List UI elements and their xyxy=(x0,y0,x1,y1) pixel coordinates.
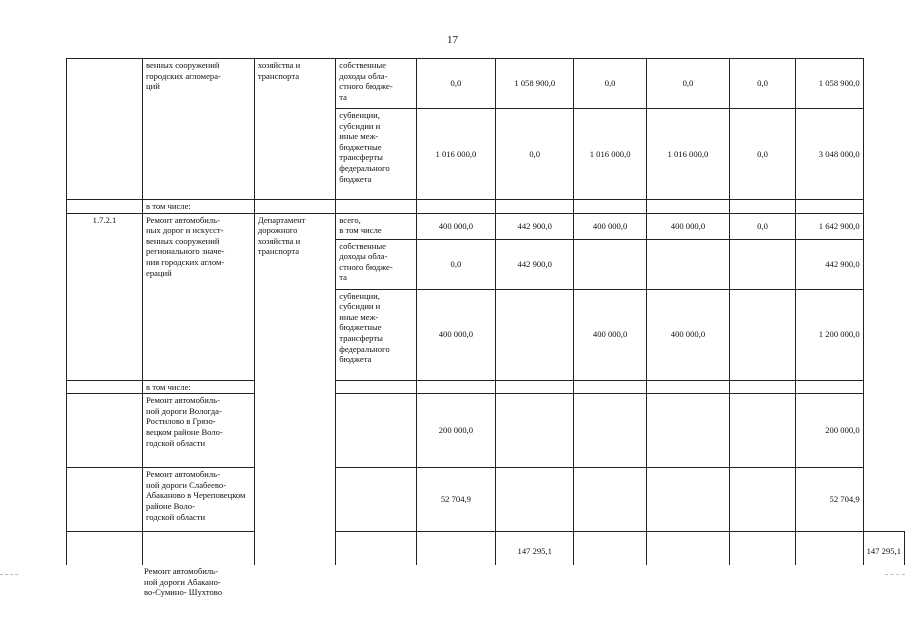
value-cell: 147 295,1 xyxy=(863,532,904,572)
row-name: венных сооружений городских агломера- ций xyxy=(143,59,255,200)
value-cell: 1 016 000,0 xyxy=(646,109,729,200)
value-cell: 1 058 900,0 xyxy=(796,59,864,109)
table-row xyxy=(67,59,905,109)
table-row xyxy=(67,213,905,239)
table-row xyxy=(67,200,905,214)
table-row xyxy=(67,468,905,532)
value-cell xyxy=(646,468,729,532)
value-cell: 52 704,9 xyxy=(796,468,864,532)
row-name: Ремонт автомобиль- ной дороги Слабеево- Абаканово в Череповецком районе Воло- годской области xyxy=(143,468,255,532)
value-cell xyxy=(730,289,796,380)
value-cell: 200 000,0 xyxy=(416,394,495,468)
value-cell xyxy=(730,239,796,289)
budget-table xyxy=(66,58,905,572)
value-cell xyxy=(646,394,729,468)
table-row xyxy=(67,380,905,394)
row-id: 1.7.2.1 xyxy=(67,213,143,380)
value-cell: 0,0 xyxy=(730,109,796,200)
page-edge-mark xyxy=(885,574,905,575)
value-cell: 1 016 000,0 xyxy=(574,109,646,200)
funding-source: собственные доходы обла- стного бюдже- та xyxy=(336,239,416,289)
value-cell: 3 048 000,0 xyxy=(796,109,864,200)
value-cell xyxy=(730,468,796,532)
value-cell: 0,0 xyxy=(574,59,646,109)
value-cell: 1 058 900,0 xyxy=(496,59,574,109)
page-edge-mark xyxy=(0,574,18,575)
value-cell xyxy=(730,394,796,468)
funding-source: субвенции, субсидии и иные меж- бюджетные трансферты федерального бюджета xyxy=(336,109,416,200)
value-cell xyxy=(496,289,574,380)
row-executor: Департамент дорожного хозяйства и транспорта xyxy=(254,213,335,572)
value-cell: 400 000,0 xyxy=(416,213,495,239)
value-cell: 1 642 900,0 xyxy=(796,213,864,239)
value-cell xyxy=(646,239,729,289)
value-cell: 400 000,0 xyxy=(574,213,646,239)
value-cell: 0,0 xyxy=(416,239,495,289)
funding-source: всего, в том числе xyxy=(336,213,416,239)
value-cell: 147 295,1 xyxy=(496,532,574,572)
row-id xyxy=(67,59,143,200)
row-executor: хозяйства и транспорта xyxy=(254,59,335,200)
value-cell: 400 000,0 xyxy=(416,289,495,380)
value-cell: 400 000,0 xyxy=(574,289,646,380)
value-cell xyxy=(496,468,574,532)
value-cell: 400 000,0 xyxy=(646,289,729,380)
value-cell xyxy=(496,394,574,468)
value-cell: 200 000,0 xyxy=(796,394,864,468)
page-number: 17 xyxy=(447,34,458,46)
row-name: Ремонт автомобиль- ных дорог и искусст- венных сооружений регионального значе- ния городских аглом- ераций xyxy=(143,213,255,380)
table-row xyxy=(67,394,905,468)
value-cell: 0,0 xyxy=(646,59,729,109)
value-cell: 442 900,0 xyxy=(496,213,574,239)
value-cell: 400 000,0 xyxy=(646,213,729,239)
value-cell: 1 200 000,0 xyxy=(796,289,864,380)
value-cell: 0,0 xyxy=(730,59,796,109)
row-name: Ремонт автомобиль- ной дороги Вологда- Ростилово в Грязо- вецком районе Воло- годской области xyxy=(143,394,255,468)
value-cell: 442 900,0 xyxy=(796,239,864,289)
value-cell xyxy=(574,394,646,468)
value-cell: 52 704,9 xyxy=(416,468,495,532)
row-name: Ремонт автомобиль- ной дороги Абакано- во-Сумино- Шухтово xyxy=(144,566,223,598)
funding-source: субвенции, субсидии и иные меж- бюджетные трансферты федерального бюджета xyxy=(336,289,416,380)
value-cell xyxy=(574,239,646,289)
value-cell: 0,0 xyxy=(730,213,796,239)
subtotal-label: в том числе: xyxy=(143,200,255,214)
subtotal-label: в том числе: xyxy=(143,380,255,394)
value-cell: 1 016 000,0 xyxy=(416,109,495,200)
value-cell: 0,0 xyxy=(416,59,495,109)
value-cell xyxy=(574,468,646,532)
value-cell: 442 900,0 xyxy=(496,239,574,289)
funding-source: собственные доходы обла- стного бюдже- та xyxy=(336,59,416,109)
value-cell: 0,0 xyxy=(496,109,574,200)
